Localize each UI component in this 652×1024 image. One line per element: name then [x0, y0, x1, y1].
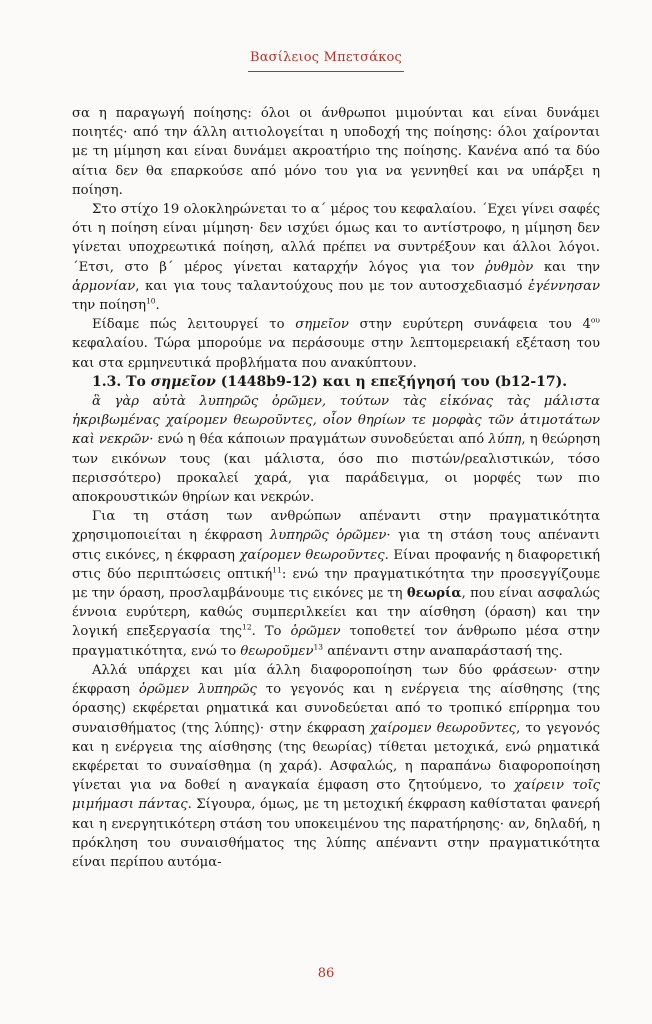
paragraph-1: σα η παραγωγή ποίησης: όλοι οι άνθρωποι μιμούνται και είναι δυνάμει ποιητές· από την άλλη αιτιολογείται η υποδοχή της ποίησης: όλοι χαίρονται με τη μίμηση και είναι δυνάμει ακροατήριο της ποίησης. Κανένα από τα δύο αίτια δεν θα επαρκούσε από μόνο του για να γεννηθεί και να υπάρξει η ποίηση. — [72, 106, 600, 198]
footnote-ref-12[interactable]: 12 — [242, 623, 252, 633]
paragraph-3: Είδαμε πώς λειτουργεί το σημεῖον στην ευρύτερη συνάφεια του $4^{o\upsilon}$ κεφαλαίου. Τώρα μπορούμε να περάσουμε στην λεπτομερειακή εξέταση του και στα ερμηνευτικά προβλήματα που ανακύπτουν. — [72, 315, 600, 371]
header-rule — [248, 71, 404, 72]
paragraph-2: Στο στίχο 19 ολοκληρώνεται το α΄ μέρος του κεφαλαίου. ΄Εχει γίνει σαφές ότι η ποίηση είναι μίμηση· δεν ισχύει όμως και το αντίστροφο, η μίμηση δεν γίνεται υποχρεωτικά ποίηση, αλλά πρέπει να συντρέξουν και άλλοι λόγοι. ΄Ετσι, στο β΄ μέρος γίνεται καταρχήν λόγος για τον ῥυθμὸν και την ἁρμονίαν, και για τους ταλαντούχους που με τον αυτοσχεδιασμό ἐγέννησαν την ποίηση$^{10}$. — [72, 202, 600, 314]
main-text — [72, 104, 600, 872]
paragraph-6: Αλλά υπάρχει και μία άλλη διαφοροποίηση των δύο φράσεων· στην έκφραση ὁρῶμεν λυπηρῶς το γεγονός και η ενέργεια της αίσθησης (της όρασης) εκφέρεται ρηματικά και συνοδεύεται από το τροπικό επίρρημα του συναισθήματος (της λύπης)· στην έκφραση χαίρομεν θεωροῦντες, το γεγονός και η ενέργεια της αίσθησης (της θεωρίας) τίθεται μετοχικά, ενώ ρηματικά εκφέρεται το συναίσθημα (η χαρά). Ασφαλώς, η παραπάνω διαφοροποίηση γίνεται για να δοθεί η αναγκαία έμφαση στο ζητούμενο, το χαίρειν τοῖς μιμήμασι πάντας. Σίγουρα, όμως, με τη μετοχική έκφραση καθίσταται φανερή και η ενεργητικότερη στάση του υποκειμένου της παρατήρησης· αν, δηλαδή, η πρόκληση του συναισθήματος της λύπης απέναντι στην πραγματικότητα είναι περίπου αυτόμα- — [72, 662, 601, 870]
page-number: 86 — [317, 966, 335, 981]
footnote-ref-11[interactable]: 11 — [272, 565, 282, 575]
paragraph-5: Για τη στάση των ανθρώπων απέναντι στην πραγματικότητα χρησιμοποιείται η έκφραση λυπηρῶς ὁρῶμεν· για τη στάση τους απέναντι στις εικόνες, η έκφραση χαίρομεν θεωροῦντες. Είναι προφανής η διαφορετική στις δύο περιπτώσεις οπτική$^{11}$: ενώ την πραγματικότητα την προσεγγίζουμε με την όραση, προσλαμβάνουμε τις εικόνες με τη θεωρία, που είναι ασφαλώς έννοια ευρύτερη, καθώς συμπεριλκείει και την αίσθηση (όραση) και την λογική επεξεργασία της$^{12}$. Το ὁρῶμεν τοποθετεί τον άνθρωπο μέσα στην πραγματικότητα, ενώ το θεωροῦμεν$^{13}$ απέναντι στην αναπαράστασή της. — [72, 509, 601, 659]
footnote-ref-13[interactable]: 13 — [313, 642, 324, 652]
footnote-ref-10[interactable]: 10 — [146, 296, 156, 306]
running-header: Βασίλειος Μπετσάκος — [249, 50, 403, 65]
paragraph-4: ἃ γὰρ αὐτὰ λυπηρῶς ὁρῶμεν, τούτων τὰς εἰκόνας τὰς μάλιστα ἠκριβωμένας χαίρομεν θεωροῦντες, οἷον θηρίων τε μορφὰς τῶν ἀτιμοτάτων καὶ νεκρῶν· ενώ η θέα κάποιων πραγμάτων συνοδεύεται από λύπη, η θεώρηση των εικόνων τους (και μάλιστα, όσο πιο πιστών/ρεαλιστικών, τόσο περισσότερο) προκαλεί χαρά, για παράδειγμα, οι μορφές των πιο αποκρουστικών θηρίων και νεκρών. — [72, 394, 601, 506]
section-heading: 1.3. Το σημεῖον (1448b9-12) και η επεξήγησή του (b12-17). — [92, 373, 568, 390]
